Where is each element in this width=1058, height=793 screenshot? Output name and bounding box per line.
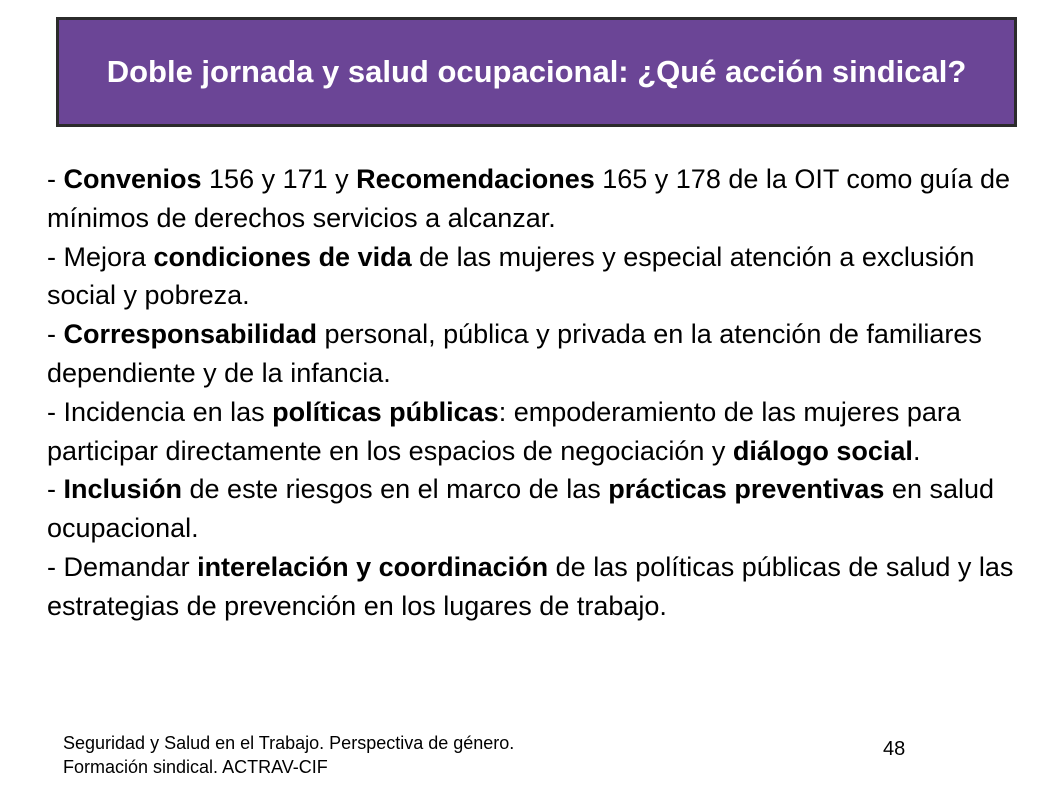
text-run: -: [47, 164, 64, 194]
text-run: : empoderamiento de las mujeres para participar directamente en los espacios de negociación y: [47, 396, 961, 466]
paragraph-corresponsabilidad: [47, 315, 1032, 393]
footer-credits: [63, 731, 514, 779]
text-run-bold: condiciones de vida: [153, 241, 412, 272]
text-run: de las mujeres y especial atención a exclusión social y pobreza.: [47, 241, 975, 311]
title-banner: [56, 17, 1017, 127]
text-run: -: [47, 474, 64, 505]
slide-title: Doble jornada y salud ocupacional: ¿Qué acción sindical?: [106, 54, 967, 89]
text-run-bold: Corresponsabilidad: [63, 319, 318, 350]
text-run-bold: Convenios: [63, 164, 202, 194]
paragraph-demandar: [47, 548, 1032, 626]
text-run: 165 y 178 de la OIT como guía de mínimos de derechos servicios a alcanzar.: [47, 164, 1011, 233]
slide-content: [47, 160, 1032, 626]
text-run-bold: diálogo social: [732, 435, 913, 466]
text-run-bold: Inclusión: [63, 474, 183, 505]
paragraph-condiciones: [47, 238, 1032, 316]
text-run-bold: Recomendaciones: [356, 164, 595, 194]
text-run-bold: prácticas preventivas: [608, 474, 885, 505]
text-run: de las políticas públicas de salud y las estrategias de prevención en los lugares de trabajo.: [47, 551, 1014, 621]
text-run: -: [47, 319, 64, 350]
page-number: 48: [883, 738, 906, 760]
paragraph-convenios: [47, 160, 1032, 238]
text-run: - Demandar: [47, 551, 198, 582]
text-run: - Mejora: [47, 241, 154, 272]
text-run: - Incidencia en las: [47, 396, 273, 427]
paragraph-incidencia: [47, 393, 1032, 471]
text-run: de este riesgos en el marco de las: [182, 474, 609, 505]
footer-line-1: Seguridad y Salud en el Trabajo. Perspectiva de género.: [63, 733, 515, 753]
footer-line-2: Formación sindical. ACTRAV-CIF: [63, 757, 328, 777]
text-run: 156 y 171 y: [201, 164, 357, 194]
text-run-bold: interelación y coordinación: [197, 551, 549, 582]
text-run-bold: políticas públicas: [272, 396, 499, 427]
text-run: .: [912, 435, 921, 466]
text-run: personal, pública y privada en la atención de familiares dependiente y de la infancia.: [47, 319, 982, 388]
text-run: en salud ocupacional.: [47, 474, 995, 544]
paragraph-inclusion: [47, 470, 1032, 548]
